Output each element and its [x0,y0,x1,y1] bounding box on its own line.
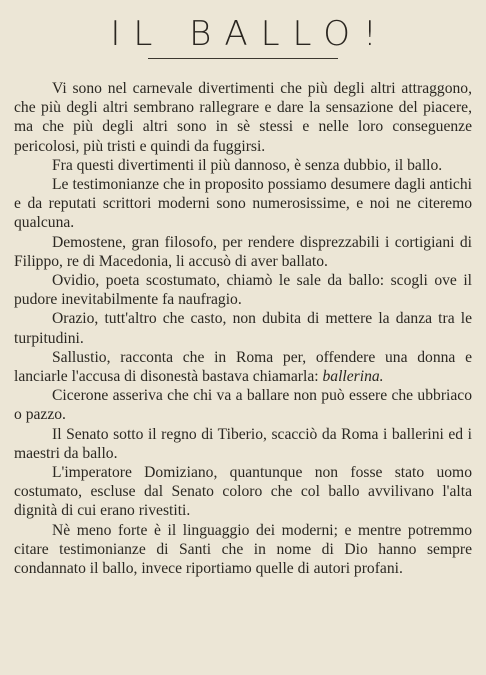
sallustio-text: Sallustio, racconta che in Roma per, offendere una donna e lanciarle l'accusa di disonestà bastava chiamarla: [14,348,472,386]
paragraph-testimonianze: Le testimonianze che in proposito possiamo desumere dagli antichi e da reputati scrittori moderni sono numerosissime, e noi ne citeremo qualcuna. [14,176,472,232]
paragraph-ovidio: Ovidio, poeta scostumato, chiamò le sale da ballo: scogli ove il pudore inevitabilmente fa naufragio. [14,272,472,309]
paragraph-demostene: Demostene, gran filosofo, per rendere disprezzabili i cortigiani di Filippo, re di Macedonia, li accusò di aver ballato. [14,233,472,270]
paragraph-senato: Il Senato sotto il regno di Tiberio, scacciò da Roma i ballerini ed i maestri da ballo. [14,425,472,462]
article-title: IL BALLO! [110,14,390,54]
paragraph-moderni: Nè meno forte è il linguaggio dei moderni; e mentre potremmo citare testimonianze di Santi che in nome di Dio hanno sempre condannato il ballo, invece riportiamo quelle di autori profani. [14,521,472,578]
paragraph-cicerone: Cicerone asseriva che chi va a ballare non può essere che ubbriaco o pazzo. [14,387,472,424]
paragraph-orazio: Orazio, tutt'altro che casto, non dubita di mettere la danza tra le turpitudini. [14,310,472,347]
paragraph-divertimenti: Fra questi divertimenti il più dannoso, è senza dubbio, il ballo. [52,156,443,174]
title-underline [148,58,338,59]
paragraph-domiziano: L'imperatore Domiziano, quantunque non fosse stato uomo costumato, escluse dal Senato coloro che col ballo avvilivano l'alta dignità di cui erano rivestiti. [14,464,472,520]
paragraph-sallustio [14,348,472,386]
article-body [14,79,472,578]
paragraph-carnevale: Vi sono nel carnevale divertimenti che più degli altri attraggono, che più degli altri sembrano rallegrare e dare la sensazione del piacere, ma che più degli altri sono in sè stessi e nelle loro conseguenze pericolosi, più tristi e quindi da fuggirsi. [14,80,472,155]
sallustio-italic-word: ballerina. [322,368,384,386]
